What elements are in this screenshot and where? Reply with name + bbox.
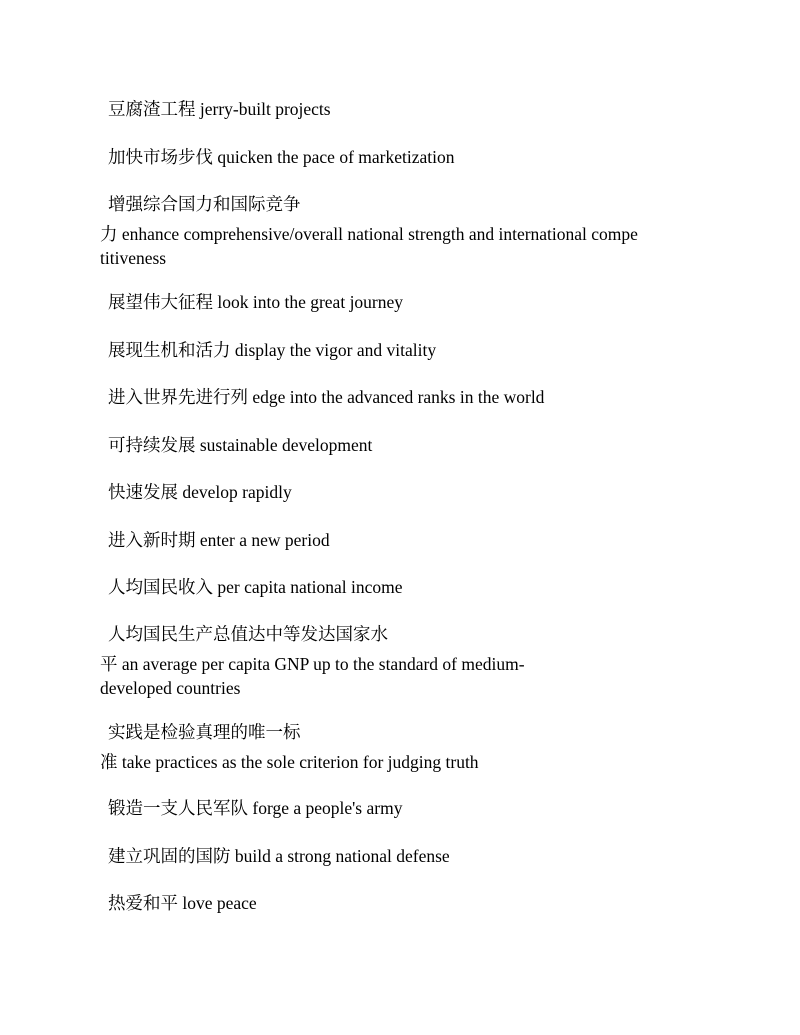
- term-english-continued: developed countries: [100, 678, 241, 698]
- term-chinese-continued: 力: [100, 225, 118, 245]
- term-chinese: 锻造一支人民军队: [108, 799, 248, 819]
- glossary-entry-12: [100, 721, 700, 775]
- glossary-entry-14: [100, 845, 700, 869]
- term-english: quicken the pace of marketization: [217, 147, 455, 167]
- term-chinese: 展现生机和活力: [108, 341, 231, 361]
- glossary-entry-15: [100, 892, 700, 916]
- glossary-entry-13: [100, 797, 700, 821]
- term-chinese-continued: 准: [100, 753, 118, 773]
- term-english: forge a people's army: [252, 798, 403, 818]
- glossary-entry-11: [100, 623, 700, 700]
- term-chinese: 进入新时期: [108, 531, 196, 551]
- term-english: develop rapidly: [182, 482, 292, 502]
- term-chinese: 实践是检验真理的唯一标: [108, 723, 301, 743]
- term-chinese: 增强综合国力和国际竞争: [108, 195, 301, 215]
- term-english: enhance comprehensive/overall national strength and international compe: [121, 224, 638, 244]
- term-english: look into the great journey: [217, 292, 404, 312]
- term-chinese-continued: 平: [100, 655, 118, 675]
- glossary-entry-10: [100, 576, 700, 600]
- term-english: an average per capita GNP up to the standard of medium-: [121, 654, 525, 674]
- term-english: build a strong national defense: [234, 846, 450, 866]
- glossary-entry-3: [100, 193, 700, 270]
- term-chinese: 展望伟大征程: [108, 293, 213, 313]
- term-english: jerry-built projects: [199, 99, 331, 119]
- glossary-entry-9: [100, 529, 700, 553]
- term-english: display the vigor and vitality: [234, 340, 437, 360]
- term-english-continued: titiveness: [100, 248, 167, 268]
- term-chinese: 加快市场步伐: [108, 148, 213, 168]
- term-english: per capita national income: [217, 577, 403, 597]
- term-english: edge into the advanced ranks in the world: [252, 387, 545, 407]
- glossary-entry-7: [100, 434, 700, 458]
- term-chinese: 热爱和平: [108, 894, 178, 914]
- term-chinese: 建立巩固的国防: [108, 847, 231, 867]
- glossary-entry-1: [100, 98, 700, 122]
- term-chinese: 进入世界先进行列: [108, 388, 248, 408]
- glossary-entry-4: [100, 291, 700, 315]
- glossary-entry-6: [100, 386, 700, 410]
- term-chinese: 豆腐渣工程: [108, 100, 196, 120]
- glossary-entry-5: [100, 339, 700, 363]
- term-chinese: 快速发展: [108, 483, 178, 503]
- term-english: take practices as the sole criterion for judging truth: [121, 752, 479, 772]
- term-chinese: 人均国民收入: [108, 578, 213, 598]
- glossary-entry-2: [100, 146, 700, 170]
- term-chinese: 可持续发展: [108, 436, 196, 456]
- term-english: sustainable development: [199, 435, 373, 455]
- term-chinese: 人均国民生产总值达中等发达国家水: [108, 625, 388, 645]
- term-english: love peace: [182, 893, 257, 913]
- glossary-entry-8: [100, 481, 700, 505]
- term-english: enter a new period: [199, 530, 330, 550]
